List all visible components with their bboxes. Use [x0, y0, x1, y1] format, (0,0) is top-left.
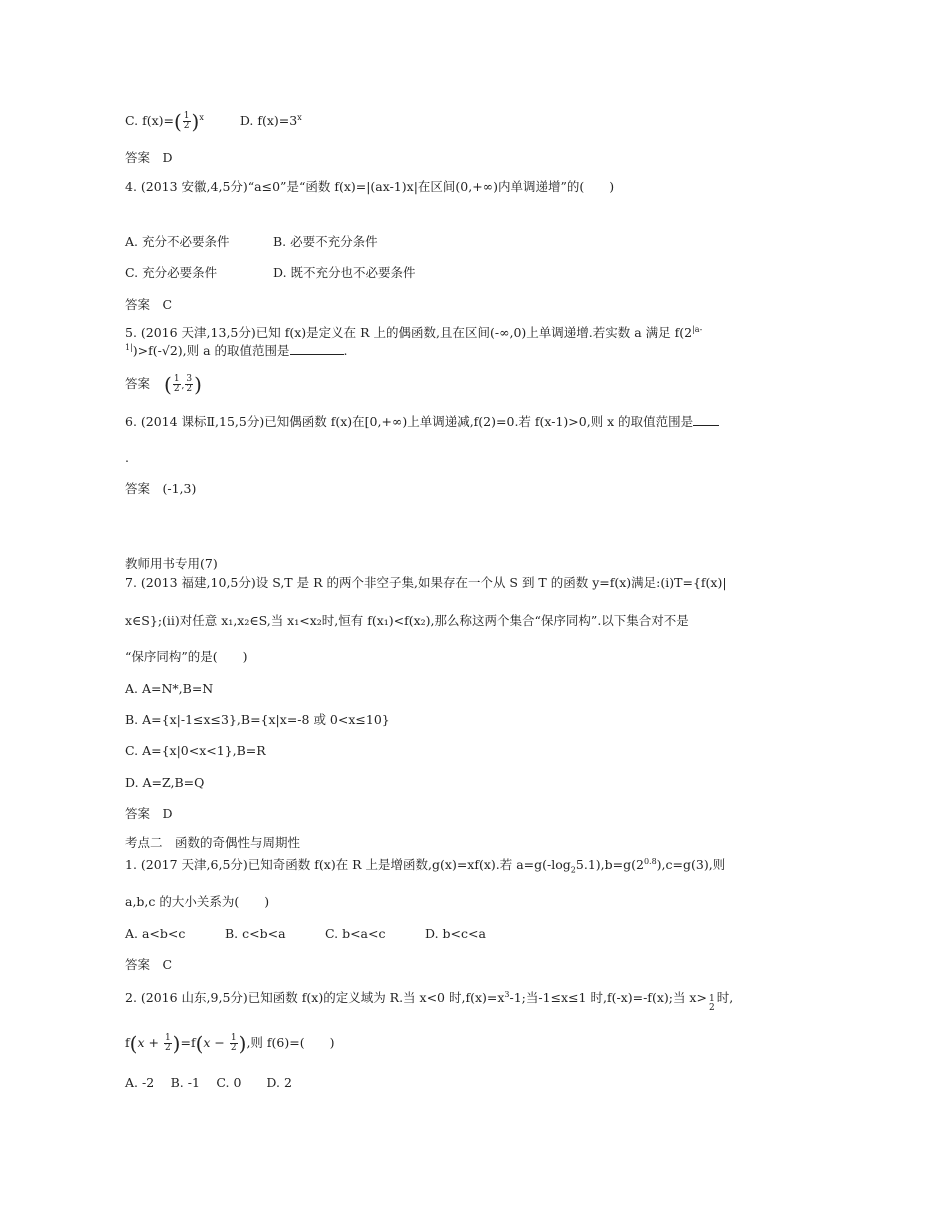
answer-blank [290, 354, 344, 355]
q7-option-d: D. A=Z,B=Q [125, 775, 205, 790]
q5-answer: 答案 ( $\frac{1}{2}$ , $\frac{3}{2}$ ) [125, 372, 202, 397]
fraction: $\frac{1}{2}$ [230, 1033, 237, 1053]
q4-option-d: D. 既不充分也不必要条件 [273, 265, 416, 280]
answer-blank [693, 425, 719, 426]
fraction: 1 2 [708, 994, 715, 1013]
p2-question-line2: f(x + $\frac{1}{2}$ )=f(x − $\frac{1}{2}$ ),则 f(6)=( ) [125, 1031, 335, 1056]
p1-option-c: C. b<a<c [325, 926, 386, 941]
p1-option-a: A. a<b<c [125, 926, 186, 941]
q7-option-c: C. A={x|0<x<1},B=R [125, 743, 266, 758]
q4-option-b: B. 必要不充分条件 [273, 234, 378, 249]
p1-answer: 答案 C [125, 957, 173, 972]
p1-option-b: B. c<b<a [225, 926, 286, 941]
p1-option-d: D. b<c<a [425, 926, 486, 941]
q4-options-row2 [125, 265, 416, 281]
q3-option-d: D. $f(x)=3^x$ [239, 112, 302, 128]
q7-option-b: B. A={x|-1≤x≤3},B={x|x=-8 或 0<x≤10} [125, 712, 390, 727]
p1-options [125, 926, 486, 942]
q7-question-line2: x∈S};(ii)对任意 x₁,x₂∈S,当 x₁<x₂时,恒有 f(x₁)<f(x₂),那么称这两个集合“保序同构”.以下集合对不是 [125, 613, 689, 628]
q3-option-c: C. f(x)=( $\frac{1}{2}$ )$^x$ [125, 109, 204, 134]
p2-question-line1: 2. (2016 山东,9,5分)已知函数 f(x)的定义域为 R.当 x<0 时$,f(x)=x^3-1$;当-1≤x≤1 时,f(-x)=-f(x);当 x> 1 2 时, [125, 989, 734, 1013]
p2-options: A. -2 B. -1 C. 0 D. 2 [125, 1075, 292, 1090]
p1-question-line1: 1. (2017 天津,6,5分)已知奇函数 f(x)在 R 上是增函数,g(x)=xf(x).若 $a=g(-\log_25.1),b=g(2^{0.8}),c=g(3)$,则 [125, 856, 726, 875]
q7-answer: 答案 D [125, 806, 173, 821]
q6-question-tail: . [125, 450, 129, 465]
fraction: $\frac{3}{2}$ [186, 374, 193, 394]
q5-question-line1: 5. (2016 天津,13,5分)已知 f(x)是定义在 R 上的偶函数,且在区间(-∞,0)上单调递增.若实数 a 满足 $f(2^{|a-}$ [125, 324, 703, 340]
fraction: $\frac{1}{2}$ [183, 111, 190, 131]
q7-option-a: A. A=N*,B=N [125, 681, 214, 696]
q5-question-line2: $^{1|}$)>f(-√2),则 a 的取值范围是 . [125, 342, 348, 358]
q4-question: 4. (2013 安徽,4,5分)“a≤0”是“函数 f(x)=|(ax-1)x|在区间(0,+∞)内单调递增”的( ) [125, 179, 615, 194]
fraction: $\frac{1}{2}$ [173, 374, 180, 394]
q4-answer: 答案 C [125, 297, 173, 312]
q7-question-line3: “保序同构”的是( ) [125, 649, 248, 664]
q3-options [125, 109, 302, 134]
fraction: $\frac{1}{2}$ [164, 1033, 171, 1053]
p1-question-line2: a,b,c 的大小关系为( ) [125, 894, 270, 909]
q3-answer: 答案 D [125, 150, 173, 165]
section2-heading: 考点二 函数的奇偶性与周期性 [125, 835, 301, 850]
q4-options-row1 [125, 234, 378, 250]
q7-question-line1: 7. (2013 福建,10,5分)设 S,T 是 R 的两个非空子集,如果存在一个从 S 到 T 的函数 y=f(x)满足:(i)T={f(x)| [125, 575, 727, 590]
q4-option-c: C. 充分必要条件 [125, 265, 218, 280]
q6-question: 6. (2014 课标Ⅱ,15,5分)已知偶函数 f(x)在[0,+∞)上单调递减,f(2)=0.若 f(x-1)>0,则 x 的取值范围是 [125, 414, 719, 430]
q6-answer: 答案 (-1,3) [125, 481, 197, 496]
q4-option-a: A. 充分不必要条件 [125, 234, 230, 249]
section-teacher-heading: 教师用书专用(7) [125, 556, 218, 571]
